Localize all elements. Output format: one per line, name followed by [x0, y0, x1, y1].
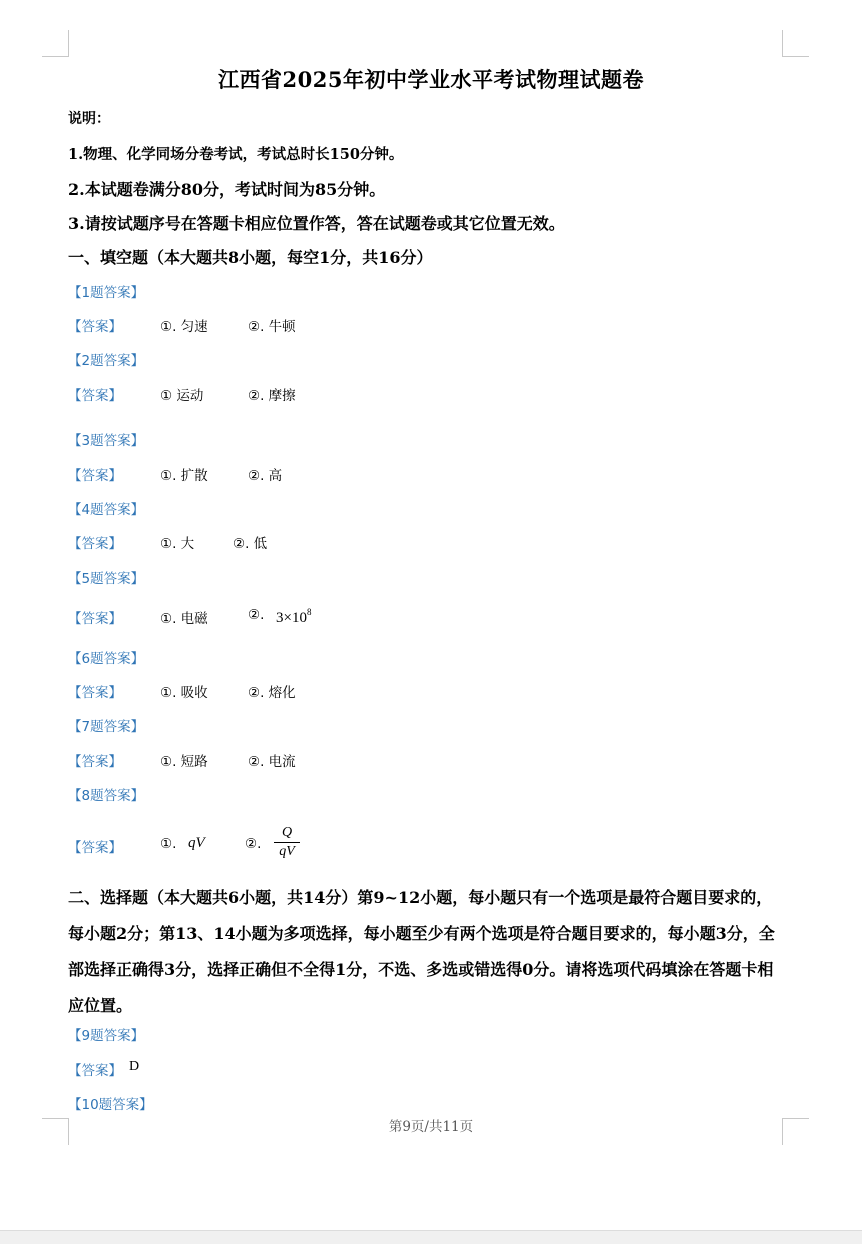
answer-3-blank-2: ②. 高 [248, 468, 283, 484]
answer-5-blank-2-marker: ②. [248, 607, 265, 623]
answer-label-5: 【答案】 [68, 611, 122, 627]
answer-5-blank-1: ①. 电磁 [160, 611, 208, 627]
answer-4-blank-2: ②. 低 [233, 536, 268, 552]
answer-label-4: 【答案】 [68, 536, 122, 552]
question-tag-1: 【1题答案】 [68, 285, 145, 301]
fraction-numerator: Q [281, 825, 293, 840]
question-tag-7: 【7题答案】 [68, 719, 145, 735]
answer-6-blank-2: ②. 熔化 [248, 685, 296, 701]
question-tag-6: 【6题答案】 [68, 651, 145, 667]
answer-3-blank-1: ①. 扩散 [160, 468, 208, 484]
answer-4-blank-1: ①. 大 [160, 536, 195, 552]
question-tag-5: 【5题答案】 [68, 571, 145, 587]
page-footer: 第9页/共11页 [388, 1119, 474, 1135]
note-2: 2.本试题卷满分80分，考试时间为85分钟。 [68, 180, 386, 199]
fraction-bar [274, 842, 300, 843]
answer-8-blank-2-marker: ②. [245, 836, 262, 852]
fraction-denominator: qV [279, 844, 295, 859]
answer-1-blank-2: ②. 牛顿 [248, 319, 296, 335]
question-tag-2: 【2题答案】 [68, 353, 145, 369]
answer-1-blank-1: ①. 匀速 [160, 319, 208, 335]
question-tag-3: 【3题答案】 [68, 433, 145, 449]
answer-label-7: 【答案】 [68, 754, 122, 770]
answer-2-blank-2: ②. 摩擦 [248, 388, 296, 404]
section-choice-heading: 二、选择题（本大题共6小题，共14分）第9~12小题，每小题只有一个选项是最符合题目要求的，每小题2分；第13、14小题为多项选择，每小题至少有两个选项是符合题目要求的，每小题3分，全部选择正确得3分，选择正确但不全得1分，不选、多选或错选得0分。请将选项代码填涂在答题卡相应位置。 [68, 888, 775, 1015]
viewer-bottom-strip [0, 1230, 862, 1244]
question-tag-4: 【4题答案】 [68, 502, 145, 518]
answer-7-blank-2: ②. 电流 [248, 754, 296, 770]
question-tag-10: 【10题答案】 [68, 1097, 153, 1113]
answer-6-blank-1: ①. 吸收 [160, 685, 208, 701]
answer-9-value: D [129, 1059, 140, 1074]
page-title: 江西省2025年初中学业水平考试物理试题卷 [218, 67, 644, 92]
answer-8-blank-2-fraction [274, 825, 300, 860]
crop-mark-top-left [42, 30, 69, 57]
answer-label-9: 【答案】 [68, 1063, 122, 1079]
answer-label-6: 【答案】 [68, 685, 122, 701]
crop-mark-top-right [782, 30, 809, 57]
question-tag-8: 【8题答案】 [68, 788, 145, 804]
answer-2-blank-1: ① 运动 [160, 388, 204, 404]
section-fill-blank-heading: 一、填空题（本大题共8小题，每空1分，共16分） [68, 248, 433, 267]
note-1: 1.物理、化学同场分卷考试，考试总时长150分钟。 [68, 146, 404, 163]
answer-8-blank-1-marker: ①. [160, 836, 177, 852]
answer-label-2: 【答案】 [68, 388, 122, 404]
answer-8-blank-1-value: qV [188, 835, 205, 851]
note-3: 3.请按试题序号在答题卡相应位置作答，答在试题卷或其它位置无效。 [68, 214, 565, 233]
answer-7-blank-1: ①. 短路 [160, 754, 208, 770]
answer-label-3: 【答案】 [68, 468, 122, 484]
notes-label: 说明： [68, 111, 110, 127]
answer-label-1: 【答案】 [68, 319, 122, 335]
question-tag-9: 【9题答案】 [68, 1028, 145, 1044]
answer-label-8: 【答案】 [68, 840, 122, 856]
answer-5-blank-2-value: $3\times 10^8$ [276, 607, 312, 626]
